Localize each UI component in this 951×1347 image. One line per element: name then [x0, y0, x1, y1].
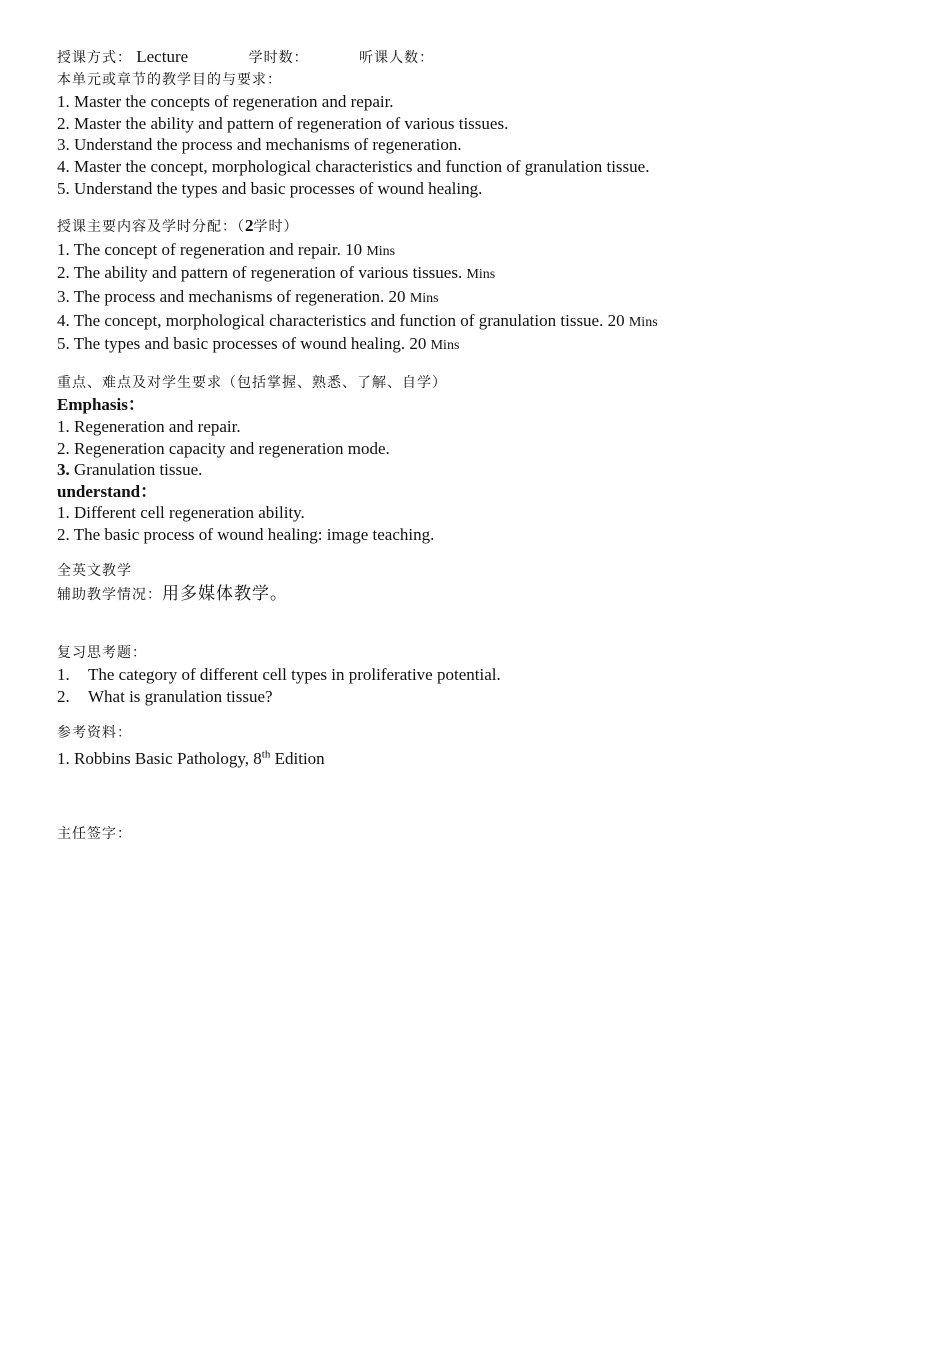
- method-label: 授课方式：: [57, 50, 132, 66]
- objectives-title: 本单元或章节的教学目的与要求：: [57, 71, 282, 88]
- content-title-hours: 2: [245, 216, 254, 236]
- audience-label: 听课人数：: [359, 50, 435, 66]
- objective-item: 4. Master the concept, morphological characteristics and function of granulation tissue.: [57, 156, 650, 176]
- objective-item: 5. Understand the types and basic processes of wound healing.: [57, 178, 483, 198]
- emphasis-item: 1. Regeneration and repair.: [57, 416, 241, 436]
- reference-item: 1. Robbins Basic Pathology, 8th Edition: [57, 748, 325, 769]
- hours-label: 学时数：: [248, 50, 309, 66]
- emphasis-item: 2. Regeneration capacity and regeneration mode.: [57, 438, 390, 458]
- objective-item: 3. Understand the process and mechanisms of regeneration.: [57, 135, 462, 155]
- content-title: 授课主要内容及学时分配：（2学时）: [57, 216, 299, 236]
- method-value: Lecture: [136, 47, 189, 66]
- content-item: 2. The ability and pattern of regeneration of various tissues. Mins: [57, 263, 496, 283]
- document-page: [57, 46, 917, 845]
- review-title: 复习思考题：: [57, 644, 147, 661]
- header-line: [57, 46, 917, 70]
- emphasis-item: 3. Granulation tissue.: [57, 460, 203, 480]
- content-item: 5. The types and basic processes of wound healing. 20 Mins: [57, 334, 460, 354]
- content-item: 4. The concept, morphological characteristics and function of granulation tissue. 20 Mins: [57, 310, 658, 330]
- objective-item: 1. Master the concepts of regeneration and repair.: [57, 92, 394, 112]
- emphasis-list: [57, 416, 917, 481]
- teaching-aids-label: 辅助教学情况：: [57, 587, 162, 604]
- review-item: 1. The category of different cell types in proliferative potential.: [57, 665, 501, 685]
- content-item: 1. The concept of regeneration and repair. 10 Mins: [57, 239, 396, 259]
- understand-list: [57, 502, 917, 545]
- understand-item: 2. The basic process of wound healing: image teaching.: [57, 524, 435, 544]
- understand-item: 1. Different cell regeneration ability.: [57, 503, 305, 523]
- teaching-aids: [57, 583, 917, 607]
- content-item: 3. The process and mechanisms of regeneration. 20 Mins: [57, 286, 439, 306]
- references-title: 参考资料：: [57, 725, 132, 742]
- key-points-title: 重点、难点及对学生要求（包括掌握、熟悉、了解、自学）: [57, 374, 447, 391]
- teaching-language: 全英文教学: [57, 563, 132, 580]
- review-list: [57, 664, 917, 707]
- emphasis-heading: Emphasis：: [57, 395, 145, 415]
- director-signature-label: 主任签字：: [57, 825, 132, 842]
- content-list: [57, 239, 917, 357]
- teaching-aids-value: 用多媒体教学。: [162, 584, 288, 605]
- understand-heading: understand：: [57, 481, 158, 501]
- objective-item: 2. Master the ability and pattern of regeneration of various tissues.: [57, 113, 509, 133]
- review-item: 2. What is granulation tissue?: [57, 686, 273, 706]
- objectives-list: [57, 91, 917, 199]
